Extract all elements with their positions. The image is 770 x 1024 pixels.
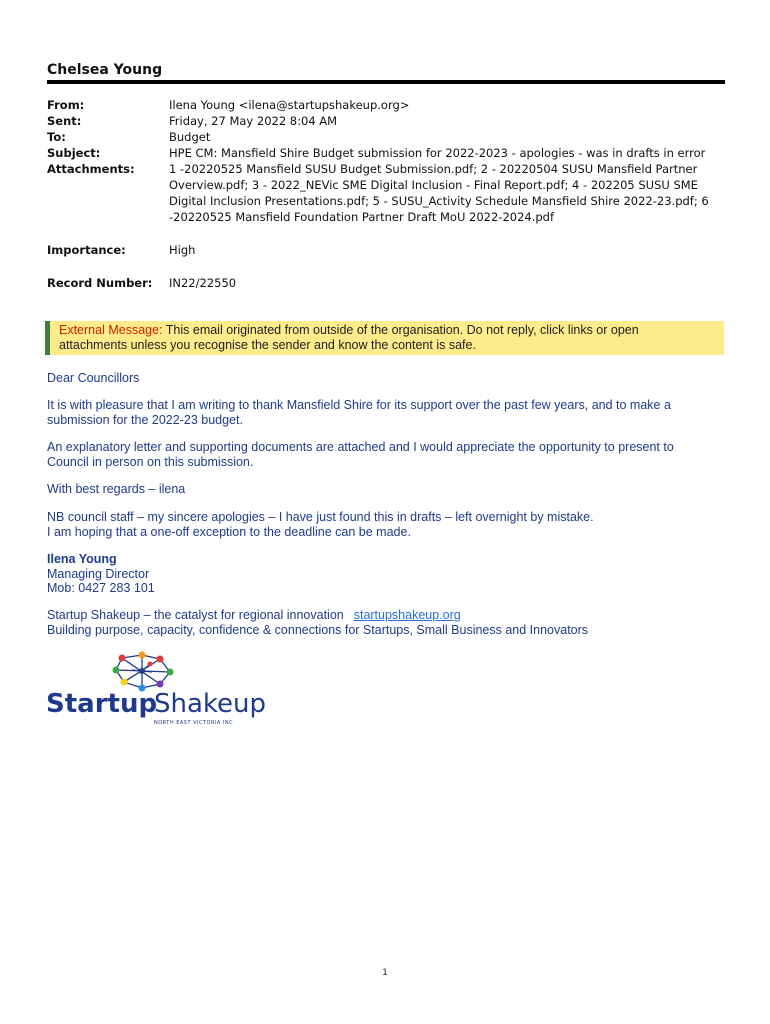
paragraph-line: I am hoping that a one-off exception to the deadline can be made. xyxy=(47,524,411,539)
signature-tagline-block xyxy=(47,608,588,637)
attachments-value xyxy=(169,161,729,225)
attachment-line: 1 -20220525 Mansfield SUSU Budget Submission.pdf; 2 - 20220504 SUSU Mansfield Partner xyxy=(169,162,698,176)
document-owner: Chelsea Young xyxy=(47,62,163,78)
signature-tagline: Startup Shakeup – the catalyst for regional innovation xyxy=(47,608,344,622)
paragraph-line: NB council staff – my sincere apologies – I have just found this in drafts – left overnight by mistake. xyxy=(47,510,594,524)
closing-regards: With best regards – ilena xyxy=(47,482,186,496)
signature-mission: Building purpose, capacity, confidence & connections for Startups, Small Business and Innovators xyxy=(47,622,589,637)
signature-block xyxy=(47,552,155,596)
logo-subtext: NORTH EAST VICTORIA INC xyxy=(154,720,234,726)
startup-shakeup-logo xyxy=(46,650,272,730)
subject-label: Subject: xyxy=(47,146,101,160)
record-number-value: IN22/22550 xyxy=(169,276,237,290)
owner-divider xyxy=(47,80,725,84)
signature-mobile: Mob: 0427 283 101 xyxy=(47,581,155,595)
importance-label: Importance: xyxy=(47,243,126,257)
subject-value: HPE CM: Mansfield Shire Budget submission for 2022-2023 - apologies - was in drafts in error xyxy=(169,146,706,160)
signature-name: Ilena Young xyxy=(47,552,117,566)
paragraph-line: An explanatory letter and supporting documents are attached and I would appreciate the opportunity to present to xyxy=(47,440,674,454)
importance-value: High xyxy=(169,243,196,257)
external-message-label: External Message: xyxy=(59,323,163,337)
attachment-line: Overview.pdf; 3 - 2022_NEVic SME Digital Inclusion - Final Report.pdf; 4 - 202205 SUSU SME xyxy=(169,178,698,192)
paragraph-explanatory xyxy=(47,440,674,469)
greeting: Dear Councillors xyxy=(47,371,140,385)
paragraph-apology xyxy=(47,510,594,539)
paragraph-thanks xyxy=(47,398,671,427)
sent-value: Friday, 27 May 2022 8:04 AM xyxy=(169,114,338,128)
network-cluster-icon xyxy=(113,652,174,692)
to-value: Budget xyxy=(169,130,211,144)
paragraph-line: submission for the 2022-23 budget. xyxy=(47,412,243,427)
external-message-text: This email originated from outside of the organisation. Do not reply, click links or open xyxy=(162,323,639,337)
to-label: To: xyxy=(47,130,66,144)
logo-graphic xyxy=(46,650,272,730)
signature-title: Managing Director xyxy=(47,566,150,581)
paragraph-line: It is with pleasure that I am writing to thank Mansfield Shire for its support over the past few years, and to make a xyxy=(47,398,671,412)
paragraph-line: Council in person on this submission. xyxy=(47,454,254,469)
attachment-line: -20220525 Mansfield Foundation Partner Draft MoU 2022-2024.pdf xyxy=(169,210,555,224)
attachment-line: Digital Inclusion Presentations.pdf; 5 - SUSU_Activity Schedule Mansfield Shire 2022-23.pdf; 6 xyxy=(169,194,709,208)
record-number-label: Record Number: xyxy=(47,276,153,290)
sent-label: Sent: xyxy=(47,114,82,128)
attachments-label: Attachments: xyxy=(47,162,135,176)
external-message-text-2: attachments unless you recognise the sender and know the content is safe. xyxy=(59,338,476,352)
from-label: From: xyxy=(47,98,85,112)
logo-wordmark-light: Shakeup xyxy=(154,689,267,719)
page-number: 1 xyxy=(382,968,388,978)
from-value: Ilena Young <ilena@startupshakeup.org> xyxy=(169,98,410,112)
logo-wordmark-bold: Startup xyxy=(46,689,158,719)
external-message-banner xyxy=(45,321,724,355)
website-link[interactable]: startupshakeup.org xyxy=(353,608,461,622)
